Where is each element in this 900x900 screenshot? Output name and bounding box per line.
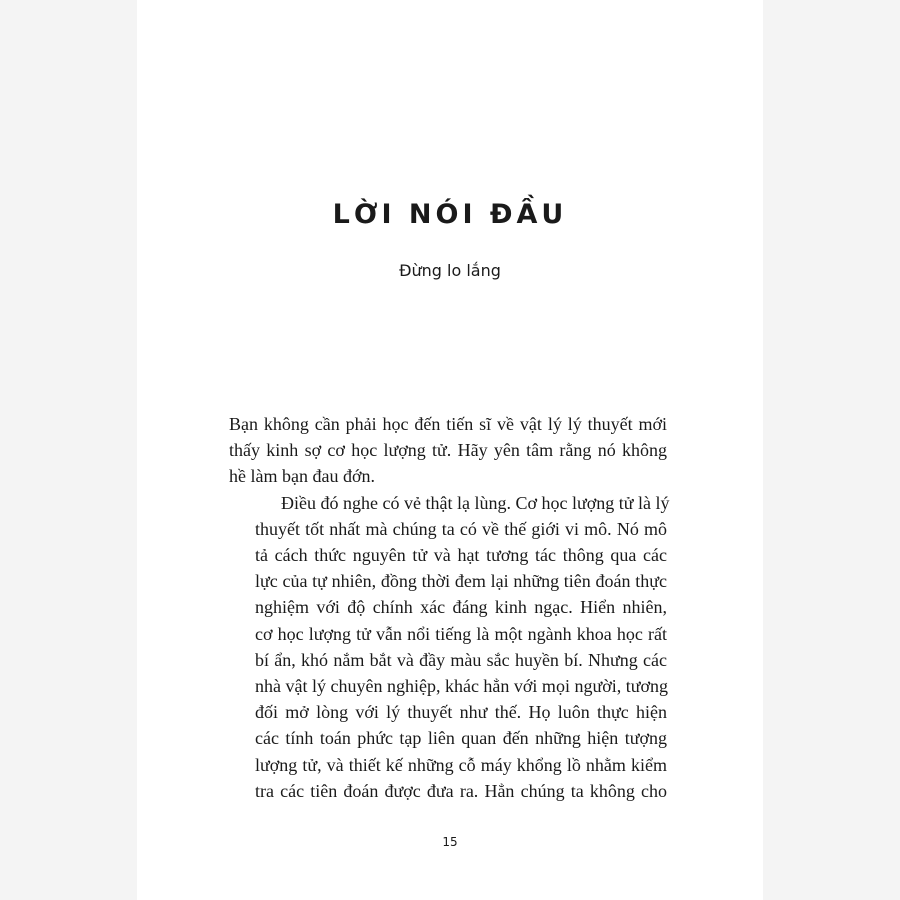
text-line: thấy kinh sợ cơ học lượng tử. Hãy yên tâm rằng nó không (229, 440, 667, 461)
text-line: nhà vật lý chuyên nghiệp, khác hẳn với mọi người, tương (255, 676, 668, 697)
chapter-subtitle: Đừng lo lắng (399, 261, 501, 280)
book-page (137, 0, 763, 900)
text-line: bí ẩn, khó nắm bắt và đầy màu sắc huyền bí. Nhưng các (255, 649, 667, 670)
text-line: lượng tử, và thiết kế những cỗ máy khổng lồ nhằm kiểm (255, 754, 667, 775)
body-text (229, 411, 670, 804)
text-line: thuyết tốt nhất mà chúng ta có về thế giới vi mô. Nó mô (255, 518, 667, 539)
text-line: Bạn không cần phải học đến tiến sĩ về vật lý lý thuyết mới (229, 414, 667, 434)
text-line: các tính toán phức tạp liên quan đến những hiện tượng (255, 728, 667, 749)
chapter-title: LỜI NÓI ĐẦU (332, 199, 568, 230)
page-number: 15 (442, 835, 458, 849)
text-line: cơ học lượng tử vẫn nổi tiếng là một ngành khoa học rất (255, 623, 667, 644)
text-line: lực của tự nhiên, đồng thời đem lại những tiên đoán thực (255, 571, 667, 592)
paragraph-2 (229, 490, 670, 804)
text-line: tra các tiên đoán được đưa ra. Hẳn chúng ta không cho (255, 780, 667, 801)
text-line: tả cách thức nguyên tử và hạt tương tác thông qua các (255, 545, 667, 566)
text-line: Điều đó nghe có vẻ thật lạ lùng. Cơ học lượng tử là lý (281, 492, 670, 513)
text-line: đối mở lòng với lý thuyết như thế. Họ luôn thực hiện (255, 702, 667, 723)
text-line: nghiệm với độ chính xác đáng kinh ngạc. Hiển nhiên, (255, 597, 667, 618)
paragraph-1 (229, 411, 667, 490)
text-line: hề làm bạn đau đớn. (229, 466, 375, 487)
